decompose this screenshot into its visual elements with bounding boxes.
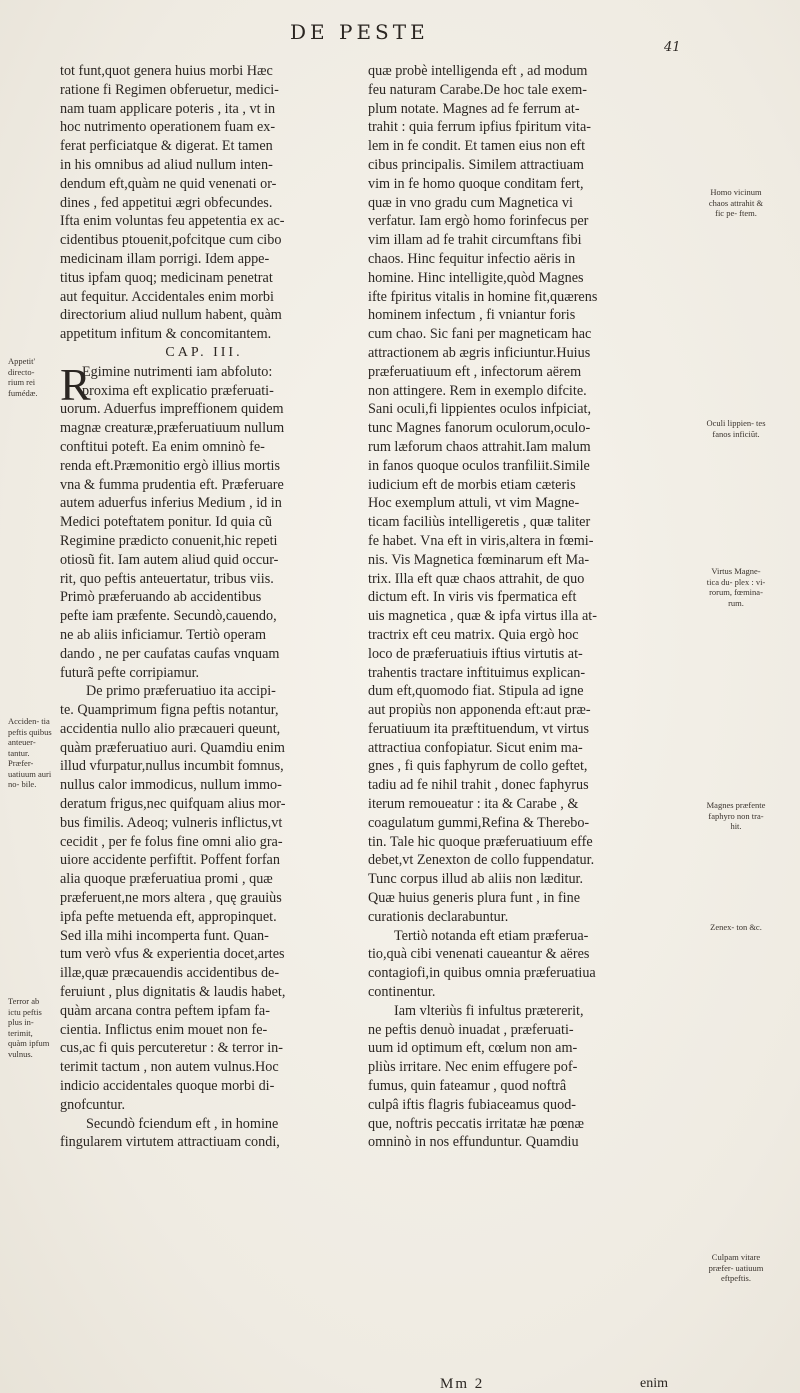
- text-line: illæ,quæ præcauendis accidentibus de-: [60, 965, 280, 982]
- text-line: trahentis tractare inftituimus explican-: [368, 664, 586, 681]
- text-line: uiore accidente perfiftit. Poffent forfan: [60, 852, 280, 869]
- text-line: dines , fed appetitui ægri obfecundes.: [60, 194, 273, 211]
- text-line: tadiu ad fe nihil trahit , donec faphyrus: [368, 777, 589, 794]
- text-line: Ifta enim voluntas feu appetentia ex ac-: [60, 213, 285, 230]
- text-line: Medici poteftatem ponitur. Id quia cũ: [60, 514, 272, 531]
- text-line: vim in fe homo quoque conditam fert,: [368, 175, 584, 192]
- text-line: Sani oculi,fi lippientes oculos infpiciat,: [368, 401, 592, 418]
- text-line: gnofcuntur.: [60, 1096, 126, 1113]
- text-line: cum chao. Sic fani per magneticam hac: [368, 326, 592, 343]
- text-line: fingularem virtutem attractiuam condi,: [60, 1134, 280, 1151]
- text-line: hominem infectum , fi vniantur foris: [368, 307, 576, 324]
- text-line: feruatiuum ita præftituendum, vt virtus: [368, 720, 590, 737]
- text-line: autem aduerfus inferius Medium , id in: [60, 495, 282, 512]
- text-line: cus,ac fi quis percuteretur : & terror in-: [60, 1040, 283, 1057]
- text-line: feu naturam Carabe.De hoc tale exem-: [368, 81, 588, 98]
- text-line: deratum frigus,nec quifquam alius mor-: [60, 796, 286, 813]
- text-line: tunc Magnes fanorum oculorum,oculo-: [368, 420, 591, 437]
- text-line: De primo præferuatiuo ita accipi-: [86, 683, 276, 700]
- text-line: quæ probè intelligenda eft , ad modum: [368, 63, 588, 79]
- right-column-lines: [368, 62, 686, 1152]
- left-column-lines-after-chapter: [60, 358, 348, 1152]
- text-line: ne ab aliis inficiamur. Tertiò operam: [60, 626, 266, 643]
- text-line: in his omnibus ad aliud nullum inten-: [60, 156, 273, 173]
- text-line: directorium aliud nullum habent, quàm: [60, 307, 282, 324]
- margin-note-left-terror: Terror ab ictu peftis plus in- terimit, quàm ipfum vulnus.: [8, 996, 50, 1059]
- text-line: fe habet. Vna eft in viris,altera in fœmi-: [368, 532, 594, 549]
- running-title: DE PESTE: [290, 20, 429, 44]
- text-line: Secundò fciendum eft , in homine: [86, 1115, 279, 1132]
- text-line: cidentibus ptouenit,pofcitque cum cibo: [60, 232, 282, 249]
- text-line: loco de præferuatiuis iftius virtutis at-: [368, 645, 583, 662]
- text-line: Hoc exemplum attuli, vt vim Magne-: [368, 495, 580, 512]
- text-line: Quæ huius generis plura funt , in fine: [368, 890, 580, 907]
- text-line: ne peftis denuò inuadat , præferuati-: [368, 1021, 574, 1038]
- text-line: continentur.: [368, 984, 436, 1001]
- catchword: enim: [640, 1376, 668, 1391]
- text-line: nullus calor immodicus, nullum immo-: [60, 777, 282, 794]
- text-line: cecidit , per fe folus fine omni alio gra-: [60, 833, 283, 850]
- text-line: pefte iam præfente. Secundò,cauendo,: [60, 608, 277, 625]
- text-line: trix. Illa eft quæ chaos attrahit, de quo: [368, 570, 585, 587]
- text-line: ticam faciliùs intelligeretis , quæ taliter: [368, 514, 591, 531]
- text-line: hoc nutrimento operationem fuam ex-: [60, 119, 276, 136]
- text-line: curationis declarabuntur.: [368, 908, 509, 925]
- text-line: renda eft.Præmonitio ergò illius mortis: [60, 457, 281, 474]
- chapter-heading: CAP. III.: [165, 344, 243, 360]
- signature-mark: Mm 2: [440, 1376, 485, 1392]
- text-line: in fanos quoque oculos tranfiliit.Simile: [368, 457, 590, 474]
- margin-note-left-accidentia: Acciden- tia peftis quibus anteuer- tantur. Præfer- uatiuum auri no- bile.: [8, 716, 52, 789]
- margin-note-right-magnes: Magnes præfente faphyro non tra- hit.: [706, 800, 766, 831]
- text-line: rum læforum chaos attrahit.Iam malum: [368, 438, 591, 455]
- text-line: culpâ iftis flagris fubiaceamus quod-: [368, 1096, 577, 1113]
- text-line: tot funt,quot genera huius morbi Hæc: [60, 63, 273, 79]
- text-line: rit, quo peftis anteuertatur, tribus viis.: [60, 570, 274, 587]
- text-line: plum notate. Magnes ad fe ferrum at-: [368, 100, 580, 117]
- text-line: dictum eft. In viris vis fpermatica eft: [368, 589, 577, 606]
- text-line: accidentia nullo alio præcaueri queunt,: [60, 720, 281, 737]
- text-line: contagiofi,in quibus omnia præferuatiua: [368, 965, 596, 982]
- text-line: magnæ creaturæ,præferuatiuum nullum: [60, 420, 285, 437]
- text-line: præferuatiuum eft , infectorum aërem: [368, 363, 582, 380]
- text-line: futurã pefte corripiamur.: [60, 664, 200, 681]
- text-line: cientia. Inflictus enim mouet non fe-: [60, 1021, 268, 1038]
- text-line: tin. Tale hic quoque præferuatiuum effe: [368, 833, 593, 850]
- left-column-lines-before-chapter: [60, 62, 348, 344]
- text-line: indicio accidentales quoque morbi di-: [60, 1078, 275, 1095]
- text-line: cibus principalis. Similem attractiuam: [368, 156, 584, 173]
- text-line: pliùs irritare. Nec enim effugere pof-: [368, 1059, 578, 1076]
- text-line: lem in fe condit. Et tamen eius non eft: [368, 138, 586, 155]
- margin-note-right-homo: Homo vicinum chaos attrahit & fic pe- ftem.: [708, 187, 764, 218]
- text-line: quæ in vno gradu cum Magnetica vi: [368, 194, 573, 211]
- text-line: trahit : quia ferrum ipfius fpiritum vita-: [368, 119, 592, 136]
- text-line: ratione fi Regimen obferuetur, medici-: [60, 81, 279, 98]
- margin-note-right-zenexton: Zenex- ton &c.: [710, 922, 762, 932]
- text-line: verfatur. Iam ergò homo forinfecus per: [368, 213, 589, 230]
- text-line: coagulatum gummi,Refina & Therebo-: [368, 814, 590, 831]
- text-line: dendum eft,quàm ne quid venenati or-: [60, 175, 277, 192]
- text-line: bus fimilis. Adeoq; vulneris inflictus,vt: [60, 814, 283, 831]
- text-line: nis. Vis Magnetica fœminarum eft Ma-: [368, 551, 590, 568]
- text-line: gnes , fi quis faphyrum de collo geftet,: [368, 758, 588, 775]
- chapter-opening: [60, 358, 348, 1152]
- text-line: ipfa pefte metuenda eft, appropinquet.: [60, 908, 277, 925]
- text-line: vim illam ad fe trahit circumftans fibi: [368, 232, 582, 249]
- text-line: iterum remoueatur : ita & Carabe , &: [368, 796, 579, 813]
- text-line: te. Quamprimum figna peftis notantur,: [60, 702, 279, 719]
- text-line: Tertiò notanda eft etiam præferua-: [394, 927, 589, 944]
- text-line: illud vfurpatur,nullus incumbit fomnus,: [60, 758, 284, 775]
- text-line: non attingere. Rem in exemplo difcite.: [368, 382, 587, 399]
- text-line: feruiunt , plus dignitatis & laudis habet,: [60, 984, 286, 1001]
- text-line: conftitui poteft. Ea enim omninò fe-: [60, 438, 265, 455]
- text-line: aut propiùs non apponenda eft:aut præ-: [368, 702, 591, 719]
- text-line: quàm arcana contra peftem ipfam fa-: [60, 1002, 270, 1019]
- text-line: Tunc corpus illud ab aliis non læditur.: [368, 871, 584, 888]
- text-line: Primò præferuando ab accidentibus: [60, 589, 262, 606]
- text-line: iudicium eft de morbis etiam cæteris: [368, 476, 576, 493]
- text-line: Sed illa mihi incomperta funt. Quan-: [60, 927, 269, 944]
- text-line: alia quoque præferuatiua promi , quæ: [60, 871, 273, 888]
- text-line: ifte fpiritus vitalis in homine fit,quærens: [368, 288, 598, 305]
- text-line: dando , ne per caufatas caufas vnquam: [60, 645, 280, 662]
- text-line: dum eft,quomodo fiat. Stipula ad igne: [368, 683, 584, 700]
- text-line: proxima eft explicatio præferuati-: [82, 382, 274, 399]
- text-line: uorum. Aduerfus impreffionem quidem: [60, 401, 284, 418]
- text-line: Regimine prædicto conuenit,hic repeti: [60, 532, 278, 549]
- text-line: tractrix eft ceu matrix. Quia ergò hoc: [368, 626, 579, 643]
- left-text-column: [60, 62, 348, 1152]
- margin-note-right-oculi: Oculi lippien- tes fanos inficiũt.: [706, 418, 766, 439]
- text-line: medicinam illam porrigi. Idem appe-: [60, 250, 270, 267]
- text-line: tum verò vfus & experientia docet,artes: [60, 946, 285, 963]
- text-line: otiosũ fit. Iam autem aliud quid occur-: [60, 551, 279, 568]
- text-line: attractionem ab ægris inficiuntur.Huius: [368, 344, 591, 361]
- right-text-column: [368, 62, 686, 1152]
- text-line: que, noftris peccatis irritatæ hæ pœnæ: [368, 1115, 584, 1132]
- text-line: chaos. Hinc fequitur infectio aëris in: [368, 250, 576, 267]
- text-line: debet,vt Zenexton de collo fuppendatur.: [368, 852, 595, 869]
- text-line: uum id optimum eft, cœlum non am-: [368, 1040, 578, 1057]
- text-line: nam tuam applicare poteris , ita , vt in: [60, 100, 276, 117]
- text-line: vna & fumma prudentia eft. Præferuare: [60, 476, 284, 493]
- text-line: omninò in nos effunduntur. Quamdiu: [368, 1134, 579, 1151]
- text-line: attractiua confopiatur. Sicut enim ma-: [368, 739, 583, 756]
- text-line: titus ipfam quoq; medicinam penetrat: [60, 269, 273, 286]
- text-line: appetitum infitum & concomitantem.: [60, 326, 272, 343]
- text-line: fumus, quin fateamur , quod noftrâ: [368, 1078, 567, 1095]
- text-line: homine. Hinc intelligite,quòd Magnes: [368, 269, 584, 286]
- margin-note-right-virtus: Virtus Magne- tica du- plex : vi- rorum, fœmina- rum.: [706, 566, 766, 608]
- text-line: quàm præferuatiuo auri. Quamdiu enim: [60, 739, 285, 756]
- text-line: tio,quà cibi venenati caueantur & aëres: [368, 946, 590, 963]
- text-line: aut fequitur. Accidentales enim morbi: [60, 288, 274, 305]
- text-line: Iam vlteriùs fi infultus prætererit,: [394, 1002, 584, 1019]
- margin-note-right-culpam: Culpam vitare præfer- uatiuum eftpeftis.: [708, 1252, 764, 1283]
- text-line: præferuent,ne mors altera , quę grauiùs: [60, 890, 282, 907]
- text-line: ferat perficiatque & digerat. Et tamen: [60, 138, 273, 155]
- text-line: uis magnetica , quæ & ipfa virtus illa at-: [368, 608, 597, 625]
- margin-note-left-appetitus: Appetit' directo- rium rei fumédæ.: [8, 356, 38, 398]
- folio-number: 41: [664, 40, 681, 55]
- drop-capital: R: [60, 358, 91, 410]
- text-line: terimit tactum , non autem vulnus.Hoc: [60, 1059, 279, 1076]
- text-line: Egimine nutrimenti iam abfoluto:: [82, 363, 273, 380]
